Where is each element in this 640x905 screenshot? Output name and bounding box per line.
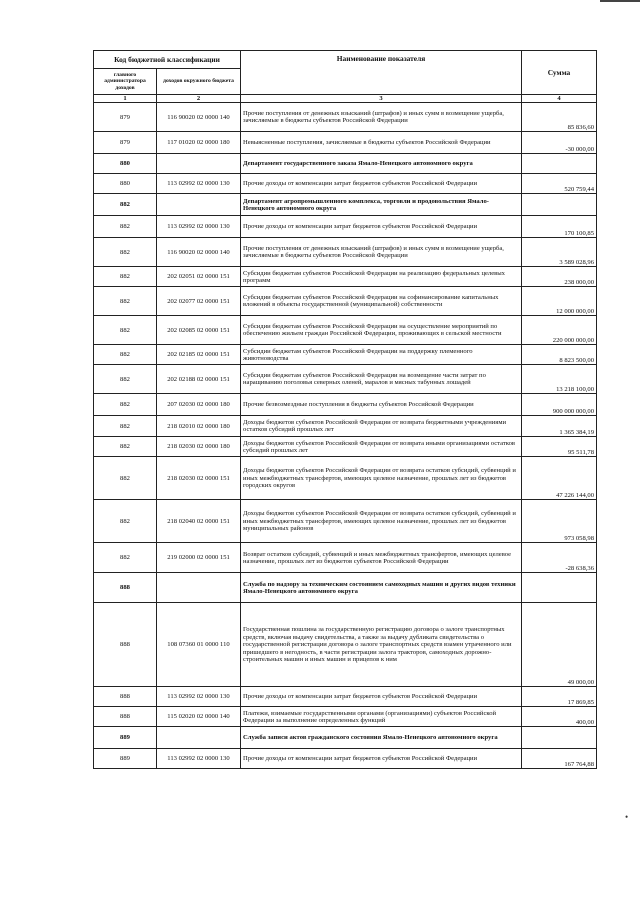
sum-cell xyxy=(522,727,597,749)
indicator-name-cell: Служба по надзору за техническим состоянием самоходных машин и других видов техники Ямало-Ненецкого автономного округа xyxy=(241,573,522,603)
table-row xyxy=(94,365,597,394)
income-code-cell: 218 02010 02 0000 180 xyxy=(157,416,241,437)
admin-code-cell: 888 xyxy=(94,573,157,603)
sum-cell: 49 000,00 xyxy=(522,603,597,687)
admin-code-cell: 882 xyxy=(94,394,157,416)
indicator-name-cell: Служба записи актов гражданского состояния Ямало-Ненецкого автономного округа xyxy=(241,727,522,749)
indicator-name-cell: Субсидии бюджетам субъектов Российской Федерации на поддержку племенного животноводства xyxy=(241,345,522,365)
table-row xyxy=(94,437,597,457)
table-row xyxy=(94,500,597,543)
admin-code-cell: 888 xyxy=(94,687,157,707)
indicator-name-cell: Прочие доходы от компенсации затрат бюджетов субъектов Российской Федерации xyxy=(241,749,522,769)
table-row xyxy=(94,416,597,437)
admin-code-cell: 882 xyxy=(94,216,157,238)
table-row xyxy=(94,287,597,316)
table-row xyxy=(94,174,597,194)
admin-code-cell: 882 xyxy=(94,316,157,345)
department-row xyxy=(94,194,597,216)
admin-code-cell: 889 xyxy=(94,749,157,769)
admin-code-cell: 888 xyxy=(94,603,157,687)
income-code-cell: 202 02051 02 0000 151 xyxy=(157,267,241,287)
table-row xyxy=(94,316,597,345)
header-sum: Сумма xyxy=(522,51,597,95)
indicator-name-cell: Прочие доходы от компенсации затрат бюджетов субъектов Российской Федерации xyxy=(241,687,522,707)
header-code-group: Код бюджетной классификации xyxy=(94,51,241,69)
col-number: 2 xyxy=(157,95,241,103)
table-row xyxy=(94,103,597,132)
sum-cell: 17 869,85 xyxy=(522,687,597,707)
income-code-cell: 113 02992 02 0000 130 xyxy=(157,749,241,769)
income-code-cell xyxy=(157,727,241,749)
admin-code-cell: 888 xyxy=(94,707,157,727)
income-code-cell: 202 02085 02 0000 151 xyxy=(157,316,241,345)
indicator-name-cell: Платежи, взимаемые государственными органами (организациями) субъектов Российской Федерации за выполнение определенных функций xyxy=(241,707,522,727)
admin-code-cell: 889 xyxy=(94,727,157,749)
sum-cell: 1 365 384,19 xyxy=(522,416,597,437)
table-row xyxy=(94,267,597,287)
admin-code-cell: 882 xyxy=(94,416,157,437)
sum-cell: 167 764,88 xyxy=(522,749,597,769)
table-row xyxy=(94,707,597,727)
col-number: 3 xyxy=(241,95,522,103)
income-code-cell: 218 02040 02 0000 151 xyxy=(157,500,241,543)
indicator-name-cell: Доходы бюджетов субъектов Российской Федерации от возврата остатков субсидий, субвенций и иных межбюджетных трансфертов, имеющих целевое назначение, прошлых лет из бюджетов муниципальных районов xyxy=(241,500,522,543)
indicator-name-cell: Прочие доходы от компенсации затрат бюджетов субъектов Российской Федерации xyxy=(241,174,522,194)
col-number: 1 xyxy=(94,95,157,103)
indicator-name-cell: Департамент агропромышленного комплекса, торговли и продовольствия Ямало-Ненецкого автономного округа xyxy=(241,194,522,216)
sum-cell xyxy=(522,573,597,603)
sum-cell: -30 000,00 xyxy=(522,132,597,154)
income-code-cell: 202 02077 02 0000 151 xyxy=(157,287,241,316)
indicator-name-cell: Субсидии бюджетам субъектов Российской Федерации на возмещение части затрат по наращиванию поголовья северных оленей, маралов и мясных табунных лошадей xyxy=(241,365,522,394)
indicator-name-cell: Невыясненные поступления, зачисляемые в бюджеты субъектов Российской Федерации xyxy=(241,132,522,154)
income-code-cell: 117 01020 02 0000 180 xyxy=(157,132,241,154)
header-name: Наименование показателя xyxy=(241,51,522,95)
income-code-cell: 202 02185 02 0000 151 xyxy=(157,345,241,365)
income-code-cell: 116 90020 02 0000 140 xyxy=(157,103,241,132)
indicator-name-cell: Прочие безвозмездные поступления в бюджеты субъектов Российской Федерации xyxy=(241,394,522,416)
admin-code-cell: 882 xyxy=(94,365,157,394)
indicator-name-cell: Прочие доходы от компенсации затрат бюджетов субъектов Российской Федерации xyxy=(241,216,522,238)
department-row xyxy=(94,573,597,603)
admin-code-cell: 882 xyxy=(94,437,157,457)
admin-code-cell: 882 xyxy=(94,287,157,316)
income-code-cell: 219 02000 02 0000 151 xyxy=(157,543,241,573)
sum-cell: 13 218 100,00 xyxy=(522,365,597,394)
admin-code-cell: 882 xyxy=(94,267,157,287)
department-row xyxy=(94,727,597,749)
income-code-cell: 113 02992 02 0000 130 xyxy=(157,216,241,238)
sum-cell: 170 100,85 xyxy=(522,216,597,238)
admin-code-cell: 879 xyxy=(94,103,157,132)
sum-cell: -28 638,36 xyxy=(522,543,597,573)
indicator-name-cell: Возврат остатков субсидий, субвенций и иных межбюджетных трансфертов, имеющих целевое назначение, прошлых лет из бюджетов субъектов Российской Федерации xyxy=(241,543,522,573)
table-row xyxy=(94,216,597,238)
header-income: доходов окружного бюджета xyxy=(157,69,241,95)
scan-side-mark: • xyxy=(625,812,629,822)
table-row xyxy=(94,345,597,365)
income-code-cell: 218 02030 02 0000 180 xyxy=(157,437,241,457)
sum-cell: 47 226 144,00 xyxy=(522,457,597,500)
sum-cell: 85 836,60 xyxy=(522,103,597,132)
income-code-cell: 113 02992 02 0000 130 xyxy=(157,174,241,194)
indicator-name-cell: Доходы бюджетов субъектов Российской Федерации от возврата иными организациями остатков субсидий прошлых лет xyxy=(241,437,522,457)
admin-code-cell: 882 xyxy=(94,457,157,500)
table-row xyxy=(94,457,597,500)
income-code-cell: 116 90020 02 0000 140 xyxy=(157,238,241,267)
table-row xyxy=(94,543,597,573)
sum-cell: 220 000 000,00 xyxy=(522,316,597,345)
indicator-name-cell: Доходы бюджетов субъектов Российской Федерации от возврата остатков субсидий, субвенций и иных межбюджетных трансфертов, имеющих целевое назначение, прошлых лет из бюджетов городских округов xyxy=(241,457,522,500)
sum-cell: 973 058,98 xyxy=(522,500,597,543)
admin-code-cell: 879 xyxy=(94,132,157,154)
sum-cell: 12 000 000,00 xyxy=(522,287,597,316)
sum-cell: 8 823 500,00 xyxy=(522,345,597,365)
indicator-name-cell: Субсидии бюджетам субъектов Российской Федерации на осуществление мероприятий по обеспечению жильем граждан Российской Федерации, проживающих в сельской местности xyxy=(241,316,522,345)
income-code-cell: 108 07360 01 0000 110 xyxy=(157,603,241,687)
income-code-cell xyxy=(157,154,241,174)
sum-cell: 3 589 028,96 xyxy=(522,238,597,267)
income-code-cell: 113 02992 02 0000 130 xyxy=(157,687,241,707)
indicator-name-cell: Доходы бюджетов субъектов Российской Федерации от возврата бюджетными учреждениями остатков субсидий прошлых лет xyxy=(241,416,522,437)
table-body xyxy=(94,103,597,769)
income-code-cell: 115 02020 02 0000 140 xyxy=(157,707,241,727)
table-row xyxy=(94,749,597,769)
table-row xyxy=(94,132,597,154)
admin-code-cell: 882 xyxy=(94,500,157,543)
income-code-cell: 207 02030 02 0000 180 xyxy=(157,394,241,416)
table-row xyxy=(94,394,597,416)
budget-income-table xyxy=(93,50,597,769)
indicator-name-cell: Прочие поступления от денежных взысканий (штрафов) и иных сумм в возмещение ущерба, зачисляемые в бюджеты субъектов Российской Федерации xyxy=(241,238,522,267)
indicator-name-cell: Государственная пошлина за государственную регистрацию договора о залоге транспортных средств, включая выдачу свидетельства, а также за выдачу дубликата свидетельства о государственной регистрации договора о залоге транспортных средств взамен утраченного или пришедшего в негодность, в части регистрации залога тракторов, самоходных дорожно-строительных машин и иных машин и прицепов к ним xyxy=(241,603,522,687)
table-row xyxy=(94,238,597,267)
scan-corner-mark xyxy=(600,0,640,2)
admin-code-cell: 880 xyxy=(94,154,157,174)
income-code-cell: 218 02030 02 0000 151 xyxy=(157,457,241,500)
sum-cell: 238 000,00 xyxy=(522,267,597,287)
sum-cell: 95 511,78 xyxy=(522,437,597,457)
sum-cell: 400,00 xyxy=(522,707,597,727)
department-row xyxy=(94,154,597,174)
income-code-cell xyxy=(157,573,241,603)
table-row xyxy=(94,687,597,707)
admin-code-cell: 880 xyxy=(94,174,157,194)
admin-code-cell: 882 xyxy=(94,238,157,267)
indicator-name-cell: Субсидии бюджетам субъектов Российской Федерации на софинансирование капитальных вложений в объекты государственной (муниципальной) собственности xyxy=(241,287,522,316)
income-code-cell: 202 02188 02 0000 151 xyxy=(157,365,241,394)
indicator-name-cell: Департамент государственного заказа Ямало-Ненецкого автономного округа xyxy=(241,154,522,174)
sum-cell xyxy=(522,194,597,216)
sum-cell xyxy=(522,154,597,174)
admin-code-cell: 882 xyxy=(94,194,157,216)
income-code-cell xyxy=(157,194,241,216)
admin-code-cell: 882 xyxy=(94,543,157,573)
header-admin: главного администратора доходов xyxy=(94,69,157,95)
sum-cell: 900 000 000,00 xyxy=(522,394,597,416)
indicator-name-cell: Субсидии бюджетам субъектов Российской Федерации на реализацию федеральных целевых программ xyxy=(241,267,522,287)
col-number: 4 xyxy=(522,95,597,103)
sum-cell: 520 759,44 xyxy=(522,174,597,194)
table-row xyxy=(94,603,597,687)
admin-code-cell: 882 xyxy=(94,345,157,365)
indicator-name-cell: Прочие поступления от денежных взысканий (штрафов) и иных сумм в возмещение ущерба, зачисляемые в бюджеты субъектов Российской Федерации xyxy=(241,103,522,132)
